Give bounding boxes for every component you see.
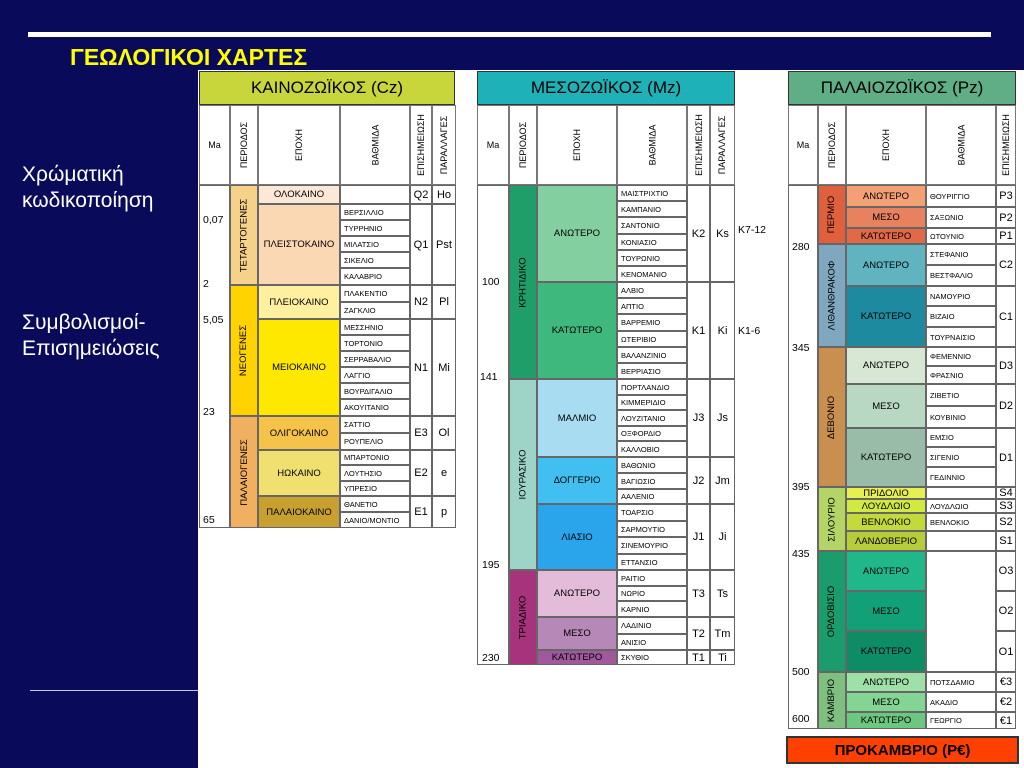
notation-cell: Q2 [410, 185, 432, 204]
notation-cell: €1 [996, 712, 1016, 729]
notation-cell: €3 [996, 672, 1016, 692]
stage-row: ΔΑΝΙΟ/ΜΟΝΤΙΟ [340, 512, 410, 528]
stage-row: ΚΑΛΑΒΡΙΟ [340, 268, 410, 285]
stage-row: ΣΑΞΩΝΙΟ [926, 207, 996, 228]
variant-cell: Pl [432, 285, 456, 319]
col-epoch: ΕΠΟΧΗ [537, 105, 617, 185]
notation-cell: O1 [996, 631, 1016, 672]
stage-row: ΦΕΜΕΝΝΙΟ [926, 347, 996, 366]
variant-cell: Ji [710, 504, 735, 570]
age-label: 345 [792, 342, 810, 354]
variant-cell: Ki [710, 282, 735, 379]
bottom-rule [30, 690, 198, 691]
col-period: ΠΕΡΙΟΔΟΣ [818, 105, 846, 185]
stage-row: ΘΑΝΕΤΙΟ [340, 496, 410, 512]
col-ma: Ma [477, 105, 509, 185]
notation-cell: J3 [687, 379, 710, 457]
epoch-cell: ΜΕΣΟ [846, 591, 926, 631]
stage-row: ΠΟΡΤΛΑΝΔΙΟ [617, 379, 687, 395]
epoch-lias: ΛΙΑΣΙΟ [537, 504, 617, 570]
age-label: 600 [792, 713, 810, 725]
epoch-cell: ΛΑΝΔΟΒΕΡΙΟ [846, 531, 926, 551]
col-stage: ΒΑΘΜΙΔΑ [340, 105, 410, 185]
stage-row: ΕΤΤΑΝΣΙΟ [617, 554, 687, 570]
stage-row: ΝΑΜΟΥΡΙΟ [926, 286, 996, 306]
col-epoch: ΕΠΟΧΗ [846, 105, 926, 185]
stage-row: ΒΕΡΡΙΑΣΙΟ [617, 363, 687, 379]
col-ma: Ma [199, 105, 230, 185]
epoch-cell: ΛΟΥΔΛΩΙΟ [846, 499, 926, 513]
stage-row: ΠΛΑΚΕΝΤΙΟ [340, 285, 410, 302]
epoch-cell: ΑΝΩΤΕΡΟ [846, 185, 926, 207]
stage-row: ΑΠΤΙΟ [617, 298, 687, 314]
col-period: ΠΕΡΙΟΔΟΣ [509, 105, 537, 185]
stage-row: ΒΑΛΑΝΖΙΝΙΟ [617, 347, 687, 363]
stage-row: ΚΟΥΒΙΝΙΟ [926, 406, 996, 428]
age-label: 195 [482, 559, 500, 571]
stage-row: ΤΟΥΡΩΝΙΟ [617, 250, 687, 266]
stage-row: ΛΑΔΙΝΙΟ [617, 617, 687, 634]
paleozoic-header [788, 71, 1016, 105]
age-label: 23 [203, 406, 215, 418]
period-ordovisio: ΟΡΔΟΒΙΣΙΟ [818, 551, 846, 672]
top-rule [28, 32, 991, 37]
side-line-1: Χρώματική [22, 163, 124, 186]
stage-row: ΣΑΝΤΟΝΙΟ [617, 217, 687, 234]
stage-row: ΑΝΙΣΙΟ [617, 634, 687, 650]
period-kamvrio: ΚΑΜΒΡΙΟ [818, 672, 846, 729]
period-neogenes: ΝΕΟΓΕΝΕΣ [230, 285, 258, 416]
stage-row: ΤΟΑΡΣΙΟ [617, 504, 687, 521]
stage-row: ΛΟΥΔΛΩΙΟ [926, 499, 996, 513]
age-label: 2 [203, 278, 209, 290]
age-label: 100 [482, 276, 500, 288]
notation-cell: C1 [996, 286, 1016, 347]
side-text-2 [22, 310, 159, 362]
notation-cell: N1 [410, 319, 432, 416]
stage-row: ΖΙΒΕΤΙΟ [926, 384, 996, 406]
stage-row: ΜΙΛΑΤΣΙΟ [340, 236, 410, 252]
notation-cell: K2 [687, 185, 710, 282]
notation-cell: D1 [996, 428, 1016, 487]
variant-cell: Mi [432, 319, 456, 416]
age-label: 141 [480, 371, 498, 383]
epoch-dogger: ΔΟΓΓΕΡΙΟ [537, 457, 617, 504]
col-stage: ΒΑΘΜΙΔΑ [926, 105, 996, 185]
stage-row: ΕΜΣΙΟ [926, 428, 996, 447]
stage-row [340, 185, 410, 204]
stage-row: ΤΟΡΤΟΝΙΟ [340, 335, 410, 351]
stage-row: ΑΚΟΥΙΤΑΝΙΟ [340, 399, 410, 416]
stage-row: ΡΑΙΤΙΟ [617, 570, 687, 586]
age-label: 65 [203, 514, 215, 526]
notation-cell: K1 [687, 282, 710, 379]
paleozoic-header-label: ΠΑΛΑΙΟΖΩΪΚΟΣ (Pz) [820, 78, 984, 97]
stage-row: ΣΕΡΡΑΒΑΛΙΟ [340, 351, 410, 367]
variant-cell: Tm [710, 617, 735, 650]
notation-cell: D3 [996, 347, 1016, 384]
col-ma: Ma [788, 105, 818, 185]
stage-row: ΒΑΡΡΕΜΙΟ [617, 314, 687, 331]
notation-cell: S4 [996, 487, 1016, 499]
notation-cell: O2 [996, 591, 1016, 631]
epoch-cell: ΚΑΤΩΤΕΡΟ [846, 286, 926, 347]
notation-cell: €2 [996, 692, 1016, 712]
epoch-holocene: ΟΛΟΚΑΙΝΟ [258, 185, 340, 204]
variant-cell: Js [710, 379, 735, 457]
stage-row: ΟΞΦΟΡΔΙΟ [617, 426, 687, 441]
stage-row: ΓΕΩΡΓΙΟ [926, 712, 996, 729]
mesozoic-header-label: ΜΕΣΟΖΩΪΚΟΣ (Mz) [530, 78, 682, 97]
period-tetartogenes: ΤΕΤΑΡΤΟΓΕΝΕΣ [230, 185, 258, 285]
stage-row: ΣΑΡΜΟΥΤΙΟ [617, 521, 687, 537]
precambrian-bar [786, 736, 1019, 764]
period-devonio: ΔΕΒΟΝΙΟ [818, 347, 846, 487]
stage-row: ΒΕΡΣΙΛΛΙΟ [340, 204, 410, 220]
stage-row: ΣΙΝΕΜΟΥΡΙΟ [617, 537, 687, 554]
epoch-cell: ΜΕΣΟ [846, 384, 926, 428]
stage-row: ΓΕΔΙΝΝΙΟ [926, 467, 996, 487]
stage-row: ΒΕΝΛΟΚΙΟ [926, 513, 996, 531]
stage-row: ΣΤΕΦΑΝΙΟ [926, 244, 996, 265]
stage-row [926, 531, 996, 551]
notation-cell: D2 [996, 384, 1016, 428]
variant-cell: e [432, 450, 456, 496]
side-line-2: κωδικοποίηση [22, 189, 154, 212]
epoch-cell: ΑΝΩΤΕΡΟ [846, 672, 926, 692]
variant-cell: Pst [432, 204, 456, 285]
stage-row: ΤΟΥΡΝΑΙΣΙΟ [926, 327, 996, 347]
notation-cell: J2 [687, 457, 710, 504]
notation-cell: E2 [410, 450, 432, 496]
stage-row: ΛΑΓΓΙΟ [340, 367, 410, 383]
notation-cell: S3 [996, 499, 1016, 513]
epoch-cell: ΑΝΩΤΕΡΟ [846, 551, 926, 591]
notation-cell: O3 [996, 551, 1016, 591]
variant-cell: Ol [432, 416, 456, 450]
notation-cell: T1 [687, 650, 710, 665]
stage-row [926, 487, 996, 499]
col-period: ΠΕΡΙΟΔΟΣ [230, 105, 258, 185]
col-notation: ΕΠΙΣΗΜΕΙΩΣΗ [687, 105, 710, 185]
epoch-lower-cretaceous: ΚΑΤΩΤΕΡΟ [537, 282, 617, 379]
epoch-oligocene: ΟΛΙΓΟΚΑΙΝΟ [258, 416, 340, 450]
epoch-cell: ΜΕΣΟ [846, 207, 926, 228]
stage-row: ΦΡΑΣΝΙΟ [926, 366, 996, 384]
epoch-cell: ΑΝΩΤΕΡΟ [846, 244, 926, 286]
stage-row: ΚΑΡΝΙΟ [617, 601, 687, 617]
epoch-cell: ΠΡΙΔΟΛΙΟ [846, 487, 926, 499]
col-epoch: ΕΠΟΧΗ [258, 105, 340, 185]
col-parallax: ΠΑΡΑΛΛΑΓΕΣ [432, 105, 456, 185]
epoch-pleistocene: ΠΛΕΙΣΤΟΚΑΙΝΟ [258, 204, 340, 285]
age-label: 230 [482, 652, 500, 664]
stage-row: ΩΤΟΥΝΙΟ [926, 228, 996, 244]
stage-row: ΚΑΜΠΑΝΙΟ [617, 201, 687, 217]
epoch-upper-triassic: ΑΝΩΤΕΡΟ [537, 570, 617, 617]
period-iourasiko: ΙΟΥΡΑΣΙΚΟ [509, 379, 537, 570]
epoch-upper-cretaceous: ΑΝΩΤΕΡΟ [537, 185, 617, 282]
stage-row: ΜΑΙΣΤΡΙΧΤΙΟ [617, 185, 687, 201]
notation-cell: S1 [996, 531, 1016, 551]
stage-row: ΒΙΖΑΙΟ [926, 306, 996, 327]
notation-cell: Q1 [410, 204, 432, 285]
age-label: 280 [792, 241, 810, 253]
stage-row: ΡΟΥΠΕΛΙΟ [340, 433, 410, 450]
epoch-cell: ΒΕΝΛΟΚΙΟ [846, 513, 926, 531]
col-notation: ΕΠΙΣΗΜΕΙΩΣΗ [410, 105, 432, 185]
variant-cell: Ts [710, 570, 735, 617]
epoch-pliocene: ΠΛΕΙΟΚΑΙΝΟ [258, 285, 340, 319]
notation-cell: P1 [996, 228, 1016, 244]
age-label: 5,05 [203, 314, 224, 326]
epoch-miocene: ΜΕΙΟΚΑΙΝΟ [258, 319, 340, 416]
stage-row: ΤΥΡΡΗΝΙΟ [340, 220, 410, 236]
variant-cell: Ti [710, 650, 735, 665]
precambrian-label: ΠΡΟΚΑΜΒΡΙΟ (P€) [834, 741, 971, 759]
cenozoic-ma-column [199, 185, 230, 528]
epoch-cell: ΚΑΤΩΤΕΡΟ [846, 228, 926, 244]
stage-row: ΚΕΝΟΜΑΝΙΟ [617, 266, 687, 282]
notation-cell: P3 [996, 185, 1016, 207]
stage-row: ΛΟΥΖΙΤΑΝΙΟ [617, 410, 687, 426]
col-stage: ΒΑΘΜΙΔΑ [617, 105, 687, 185]
epoch-lower-triassic: ΚΑΤΩΤΕΡΟ [537, 650, 617, 665]
epoch-cell: ΜΕΣΟ [846, 692, 926, 712]
period-silourio: ΣΙΛΟΥΡΙΟ [818, 487, 846, 551]
cenozoic-header [199, 71, 455, 105]
side-line-4: Επισημειώσεις [22, 337, 160, 360]
stage-row: ΣΙΚΕΛΙΟ [340, 252, 410, 268]
epoch-cell: ΚΑΤΩΤΕΡΟ [846, 428, 926, 487]
notation-cell: C2 [996, 244, 1016, 286]
stage-row: ΜΠΑΡΤΟΝΙΟ [340, 450, 410, 465]
stage-row: ΣΚΥΘΙΟ [617, 650, 687, 665]
k-lower-stage-range: K1-6 [738, 325, 761, 337]
period-permio: ΠΕΡΜΙΟ [818, 185, 846, 244]
notation-cell: T3 [687, 570, 710, 617]
stage-row: ΒΑΘΩΝΙΟ [617, 457, 687, 473]
period-kritidiko: ΚΡΗΤΙΔΙΚΟ [509, 185, 537, 379]
epoch-cell: ΚΑΤΩΤΕΡΟ [846, 712, 926, 729]
stage-row: ΚΟΝΙΑΣΙΟ [617, 234, 687, 250]
period-palaiogenes: ΠΑΛΑΙΟΓΕΝΕΣ [230, 416, 258, 528]
epoch-cell: ΑΝΩΤΕΡΟ [846, 347, 926, 384]
variant-cell: Ks [710, 185, 735, 282]
side-text-1 [22, 162, 153, 214]
stage-row: ΒΟΥΡΔΙΓΑΛΙΟ [340, 383, 410, 399]
col-parallax: ΠΑΡΑΛΛΑΓΕΣ [710, 105, 735, 185]
stage-row: ΠΟΤΣΔΑΜΙΟ [926, 672, 996, 692]
epoch-malm: ΜΑΛΜΙΟ [537, 379, 617, 457]
mesozoic-header [477, 71, 735, 105]
notation-cell: N2 [410, 285, 432, 319]
notation-cell: E3 [410, 416, 432, 450]
side-line-3: Συμβολισμοί- [22, 311, 146, 334]
notation-cell: J1 [687, 504, 710, 570]
stage-row: ΒΕΣΤΦΑΛΙΟ [926, 265, 996, 286]
stage-row: ΝΩΡΙΟ [617, 586, 687, 601]
variant-cell: p [432, 496, 456, 528]
notation-cell: T2 [687, 617, 710, 650]
age-label: 395 [792, 481, 810, 493]
stage-row: ΑΛΒΙΟ [617, 282, 687, 298]
stage-row [926, 551, 996, 672]
stage-row: ΥΠΡΕΣΙΟ [340, 481, 410, 496]
stage-row: ΣΙΓΕΝΙΟ [926, 447, 996, 467]
k-upper-stage-range: K7-12 [738, 224, 767, 236]
cenozoic-header-label: ΚΑΙΝΟΖΩΪΚΟΣ (Cz) [250, 78, 404, 97]
stage-row: ΖΑΓΚΛΙΟ [340, 302, 410, 319]
epoch-eocene: ΗΩΚΑΙΝΟ [258, 450, 340, 496]
age-label: 435 [792, 548, 810, 560]
variant-cell: Ho [432, 185, 456, 204]
stage-row: ΒΑΓΙΩΣΙΟ [617, 473, 687, 489]
stage-row: ΣΑΤΤΙΟ [340, 416, 410, 433]
stage-row: ΑΑΛΕΝΙΟ [617, 489, 687, 504]
stage-row: ΜΕΣΣΗΝΙΟ [340, 319, 410, 335]
epoch-cell: ΚΑΤΩΤΕΡΟ [846, 631, 926, 672]
stage-row: ΚΙΜΜΕΡΙΔΙΟ [617, 395, 687, 410]
stage-row: ΘΟΥΡΙΓΓΙΟ [926, 185, 996, 207]
col-notation: ΕΠΙΣΗΜΕΙΩΣΗ [996, 105, 1016, 185]
age-label: 0,07 [203, 214, 224, 226]
notation-cell: E1 [410, 496, 432, 528]
stage-row: ΚΑΛΛΟΒΙΟ [617, 441, 687, 457]
page-title: ΓΕΩΛΟΓΙΚΟΙ ΧΑΡΤΕΣ [70, 44, 308, 70]
stage-row: ΩΤΕΡΙΒΙΟ [617, 331, 687, 347]
notation-cell: S2 [996, 513, 1016, 531]
mesozoic-ma-column [477, 185, 509, 665]
age-label: 500 [792, 666, 810, 678]
stage-row: ΑΚΑΔΙΟ [926, 692, 996, 712]
variant-cell: Jm [710, 457, 735, 504]
epoch-paleocene: ΠΑΛΑΙΟΚΑΙΝΟ [258, 496, 340, 528]
paleozoic-ma-column [788, 185, 818, 729]
stage-row: ΛΟΥΤΗΣΙΟ [340, 465, 410, 481]
epoch-middle-triassic: ΜΕΣΟ [537, 617, 617, 650]
period-lithanthrakoforo: ΛΙΘΑΝΘΡΑΚΟΦ [818, 244, 846, 347]
period-triadiko: ΤΡΙΑΔΙΚΟ [509, 570, 537, 665]
notation-cell: P2 [996, 207, 1016, 228]
